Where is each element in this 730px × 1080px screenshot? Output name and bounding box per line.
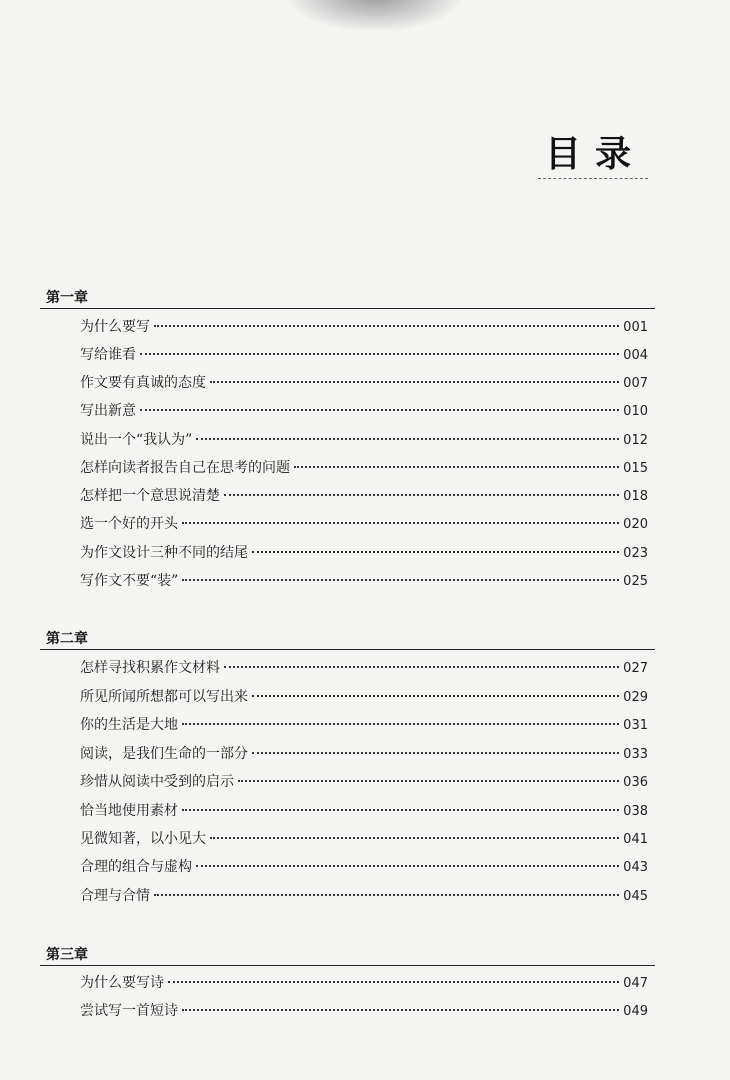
entry-label: 写出新意 <box>80 403 136 419</box>
entry-label: 选一个好的开头 <box>80 516 178 532</box>
entry-page: 004 <box>623 348 648 363</box>
toc-entry[interactable] <box>80 316 648 338</box>
dot-leader <box>224 494 619 496</box>
entry-page: 029 <box>623 690 648 705</box>
chapter-heading-1: 第一章 <box>46 290 88 306</box>
scan-shadow <box>290 0 460 30</box>
entry-label: 为什么要写诗 <box>80 975 164 991</box>
entry-label: 为作文设计三种不同的结尾 <box>80 545 248 561</box>
entry-page: 025 <box>623 574 648 589</box>
entry-page: 043 <box>623 860 648 875</box>
entry-label: 为什么要写 <box>80 319 150 335</box>
toc-entry[interactable] <box>80 485 648 507</box>
entry-page: 031 <box>623 718 648 733</box>
toc-entry[interactable] <box>80 828 648 850</box>
toc-entry[interactable] <box>80 856 648 878</box>
entry-label: 作文要有真诚的态度 <box>80 375 206 391</box>
toc-entry[interactable] <box>80 686 648 708</box>
entry-page: 020 <box>623 517 648 532</box>
toc-entry[interactable] <box>80 885 648 907</box>
entry-label: 阅读，是我们生命的一部分 <box>80 746 248 762</box>
entry-label: 怎样向读者报告自己在思考的问题 <box>80 460 290 476</box>
entry-page: 047 <box>623 976 648 991</box>
toc-entry[interactable] <box>80 542 648 564</box>
toc-entry[interactable] <box>80 743 648 765</box>
dot-leader <box>224 666 619 668</box>
toc-entry[interactable] <box>80 771 648 793</box>
entry-page: 015 <box>623 461 648 476</box>
dot-leader <box>154 894 619 896</box>
dot-leader <box>168 981 619 983</box>
entry-label: 怎样把一个意思说清楚 <box>80 488 220 504</box>
toc-entry[interactable] <box>80 570 648 592</box>
chapter-divider-3 <box>40 965 655 966</box>
toc-entry[interactable] <box>80 800 648 822</box>
dot-leader <box>182 579 619 581</box>
entry-page: 041 <box>623 832 648 847</box>
dot-leader <box>196 865 619 867</box>
entry-label: 写给谁看 <box>80 347 136 363</box>
entry-page: 018 <box>623 489 648 504</box>
dot-leader <box>210 837 619 839</box>
entry-label: 怎样寻找积累作文材料 <box>80 660 220 676</box>
entry-page: 001 <box>623 320 648 335</box>
entry-page: 038 <box>623 804 648 819</box>
entry-page: 045 <box>623 889 648 904</box>
entry-label: 尝试写一首短诗 <box>80 1003 178 1019</box>
entry-label: 珍惜从阅读中受到的启示 <box>80 774 234 790</box>
toc-entry[interactable] <box>80 372 648 394</box>
toc-entry[interactable] <box>80 1000 648 1022</box>
dot-leader <box>252 695 619 697</box>
dot-leader <box>182 809 619 811</box>
chapter-heading-2: 第二章 <box>46 631 88 647</box>
entry-label: 恰当地使用素材 <box>80 803 178 819</box>
entry-label: 你的生活是大地 <box>80 717 178 733</box>
entry-page: 049 <box>623 1004 648 1019</box>
toc-entry[interactable] <box>80 657 648 679</box>
toc-entry[interactable] <box>80 457 648 479</box>
toc-entry[interactable] <box>80 344 648 366</box>
toc-entry[interactable] <box>80 400 648 422</box>
toc-entry[interactable] <box>80 714 648 736</box>
dot-leader <box>210 381 619 383</box>
entry-page: 033 <box>623 747 648 762</box>
toc-entry[interactable] <box>80 429 648 451</box>
chapter-divider-2 <box>40 649 655 650</box>
dot-leader <box>294 466 619 468</box>
chapter-divider-1 <box>40 308 655 309</box>
entry-label: 写作文不要“装” <box>80 573 179 589</box>
dot-leader <box>252 752 619 754</box>
toc-entry[interactable] <box>80 972 648 994</box>
entry-label: 说出一个“我认为” <box>80 432 193 448</box>
dot-leader <box>196 438 619 440</box>
entry-page: 027 <box>623 661 648 676</box>
entry-label: 合理的组合与虚构 <box>80 859 192 875</box>
entry-page: 036 <box>623 775 648 790</box>
dot-leader <box>182 723 619 725</box>
dot-leader <box>154 325 619 327</box>
page-title: 目录 <box>545 133 646 175</box>
dot-leader <box>182 1009 619 1011</box>
dot-leader <box>140 409 619 411</box>
entry-page: 010 <box>623 404 648 419</box>
entry-label: 所见所闻所想都可以写出来 <box>80 689 248 705</box>
entry-label: 见微知著，以小见大 <box>80 831 206 847</box>
dot-leader <box>182 522 619 524</box>
title-underline <box>538 178 648 179</box>
entry-page: 012 <box>623 433 648 448</box>
chapter-heading-3: 第三章 <box>46 947 88 963</box>
toc-entry[interactable] <box>80 513 648 535</box>
entry-page: 023 <box>623 546 648 561</box>
dot-leader <box>252 551 619 553</box>
dot-leader <box>238 780 619 782</box>
dot-leader <box>140 353 619 355</box>
entry-label: 合理与合情 <box>80 888 150 904</box>
entry-page: 007 <box>623 376 648 391</box>
